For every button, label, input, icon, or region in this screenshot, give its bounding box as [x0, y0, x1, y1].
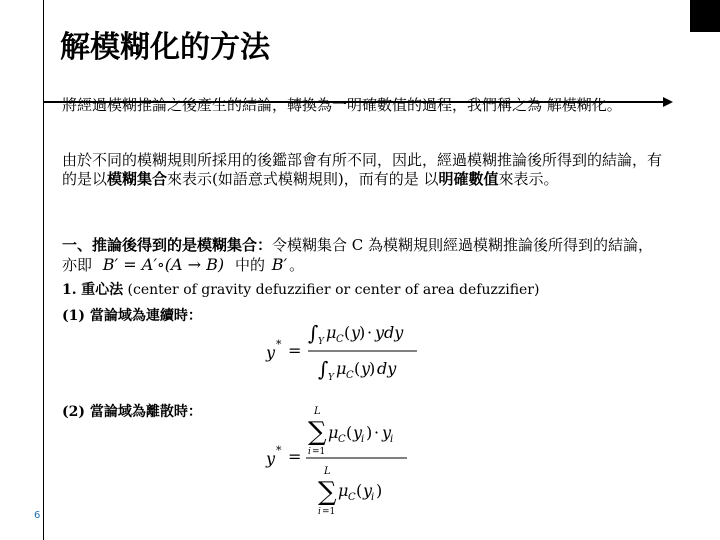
- svg-text:i: i: [308, 447, 311, 457]
- svg-text:): ): [366, 423, 373, 442]
- section-formula-b-prime: B′: [271, 255, 288, 274]
- svg-text:i: i: [390, 434, 394, 445]
- svg-text:*: *: [276, 444, 282, 457]
- corner-block: [690, 0, 720, 32]
- svg-text:y: y: [363, 481, 373, 500]
- para2-text-c: 來表示(如語意式模糊規則)，而有的是 以: [167, 170, 439, 188]
- vertical-rule: [43, 0, 44, 540]
- paragraph-definition: 將經過模糊推論之後產生的結論，轉換為一明確數值的過程，我們稱之為 解模糊化。: [62, 96, 622, 114]
- svg-text:C: C: [346, 370, 354, 381]
- svg-text:i: i: [318, 507, 321, 517]
- svg-text:∑: ∑: [318, 477, 337, 507]
- svg-text:μ: μ: [336, 359, 347, 378]
- svg-text:*: *: [276, 338, 282, 351]
- svg-text:i: i: [361, 434, 365, 445]
- svg-text:ydy: ydy: [375, 323, 404, 342]
- item1-desc: (center of gravity defuzzifier or center of area defuzzifier): [127, 282, 540, 298]
- section-heading: 一、推論後得到的是模糊集合：: [62, 236, 273, 254]
- svg-text:∑: ∑: [308, 417, 327, 447]
- case-discrete-label: (2) 當論域為離散時：: [62, 404, 202, 420]
- svg-text:·: ·: [374, 423, 380, 442]
- page-title: 解模糊化的方法: [60, 30, 270, 65]
- paragraph-types: [62, 151, 662, 189]
- formula-discrete: [262, 402, 432, 520]
- para2-term-crisp-value: 明確數值: [438, 170, 499, 188]
- section-text-a: 令模糊集合 C 為模糊規則經過模糊推論後所得到的結論，亦即: [62, 236, 654, 274]
- svg-text:y: y: [361, 359, 371, 378]
- svg-text:): ): [376, 481, 383, 500]
- svg-text:=1: =1: [322, 507, 336, 517]
- svg-text:L: L: [314, 406, 321, 417]
- svg-text:dy: dy: [377, 359, 397, 378]
- svg-text:μ: μ: [326, 323, 337, 342]
- section-fuzzy-set: [62, 236, 662, 275]
- para2-text-e: 來表示。: [498, 170, 559, 188]
- svg-text:C: C: [338, 434, 346, 445]
- svg-text:C: C: [336, 334, 344, 345]
- svg-text:∫: ∫: [308, 321, 319, 345]
- svg-text:y: y: [266, 449, 276, 468]
- para2-term-fuzzy-set: 模糊集合: [107, 170, 168, 188]
- svg-text:∫: ∫: [318, 357, 329, 381]
- svg-text:C: C: [348, 492, 356, 503]
- svg-text:μ: μ: [338, 481, 349, 500]
- section-text-b: 中的: [234, 256, 265, 274]
- svg-text:Y: Y: [328, 373, 334, 383]
- item1-number: 1.: [62, 282, 77, 298]
- svg-text:y: y: [353, 423, 363, 442]
- svg-text:): ): [369, 359, 376, 378]
- svg-text:μ: μ: [328, 423, 339, 442]
- svg-text:(: (: [354, 359, 361, 378]
- svg-text:=: =: [288, 341, 302, 360]
- section-text-c: 。: [289, 256, 305, 274]
- svg-text:y: y: [351, 323, 361, 342]
- svg-text:y: y: [266, 343, 276, 362]
- slide-number: 6: [34, 510, 41, 521]
- svg-text:=: =: [288, 447, 302, 466]
- svg-text:): ): [359, 323, 366, 342]
- svg-text:(: (: [356, 481, 363, 500]
- para2-text-a: 由於不同的模糊規則所採用的後鑑部會有所不同，因此，經過模糊推論後所得到的結論，有的是以: [62, 151, 663, 188]
- svg-text:i: i: [371, 492, 375, 503]
- svg-text:(: (: [344, 323, 351, 342]
- svg-text:(: (: [346, 423, 353, 442]
- svg-text:y: y: [382, 423, 392, 442]
- svg-text:·: ·: [367, 323, 373, 342]
- section-formula: B′ = A′∘(A → B): [102, 255, 225, 274]
- svg-text:Y: Y: [318, 337, 324, 347]
- case-continuous-label: (1) 當論域為連續時：: [62, 308, 202, 324]
- formula-continuous: [262, 318, 432, 388]
- item-centroid: [62, 279, 539, 299]
- rule-arrowhead: [663, 97, 673, 107]
- svg-text:=1: =1: [312, 447, 326, 457]
- item1-name: 重心法: [81, 282, 124, 298]
- svg-text:L: L: [324, 466, 331, 477]
